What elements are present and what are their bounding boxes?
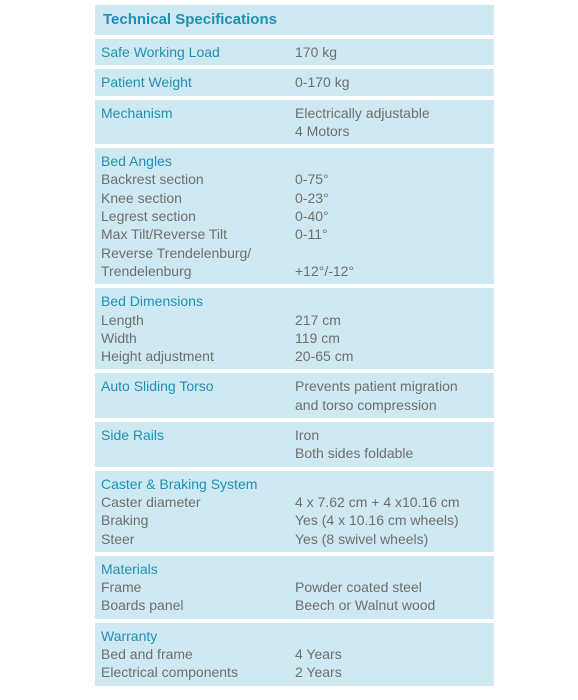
spec-row-label: Braking <box>101 512 149 529</box>
spec-row-value: 2 Years <box>295 664 342 681</box>
spec-row-label: Legrest section <box>101 208 196 225</box>
section-value: Prevents patient migration and torso compression <box>295 378 458 413</box>
spec-row-label: Width <box>101 329 137 346</box>
spec-row-label: Knee section <box>101 189 182 206</box>
section-value <box>295 152 494 170</box>
spec-section <box>95 39 494 65</box>
spec-row-label: Steer <box>101 530 135 547</box>
spec-row-value: Powder coated steel <box>295 579 422 596</box>
spec-row-value: 0-11° <box>295 226 328 243</box>
section-heading: Materials <box>101 560 158 577</box>
spec-title: Technical Specifications <box>95 5 494 35</box>
section-heading: Safe Working Load <box>101 44 220 60</box>
spec-row-value: 0-40° <box>295 208 329 225</box>
spec-row-label: Length <box>101 311 144 328</box>
spec-row-label: Caster diameter <box>101 493 201 510</box>
spec-section <box>95 100 494 145</box>
spec-section <box>95 288 494 369</box>
section-heading: Bed Angles <box>101 153 172 170</box>
spec-section <box>95 623 494 686</box>
spec-row-label: Max Tilt/Reverse Tilt <box>101 226 228 243</box>
spec-row-label: Electrical components <box>101 664 238 681</box>
section-value <box>295 292 494 310</box>
section-value <box>295 475 494 493</box>
section-heading: Side Rails <box>101 427 165 444</box>
spec-row-label: Bed and frame <box>101 646 193 663</box>
section-value: Electrically adjustable 4 Motors <box>295 104 430 139</box>
spec-section <box>95 373 494 418</box>
spec-row-label: Height adjustment <box>101 348 214 365</box>
spec-row-value: Yes (8 swivel wheels) <box>295 530 429 547</box>
section-heading: Patient Weight <box>101 74 192 91</box>
spec-row-label: Frame <box>101 579 142 596</box>
section-heading: Warranty <box>101 627 158 644</box>
spec-section <box>95 69 494 95</box>
spec-row-value: +12°/-12° <box>295 262 355 279</box>
section-heading: Caster & Braking System <box>101 475 258 492</box>
spec-row-value: Beech or Walnut wood <box>295 597 436 614</box>
spec-section <box>95 471 494 552</box>
spec-row-value: 217 cm <box>295 311 341 328</box>
section-value: Iron Both sides foldable <box>295 427 414 462</box>
spec-row-value: 20-65 cm <box>295 348 354 365</box>
section-heading: Mechanism <box>101 104 173 121</box>
spec-row-label: Reverse Trendelenburg/ Trendelenburg <box>101 244 252 279</box>
spec-section <box>95 556 494 619</box>
section-value: 170 kg <box>295 44 338 60</box>
spec-row-label: Backrest section <box>101 171 204 188</box>
spec-row-value: 4 Years <box>295 646 342 663</box>
spec-row-value: Yes (4 x 10.16 cm wheels) <box>295 512 459 529</box>
spec-sections <box>95 39 494 686</box>
spec-row-value: 119 cm <box>295 329 340 346</box>
spec-row-label: Boards panel <box>101 597 184 614</box>
section-value: 0-170 kg <box>295 74 350 91</box>
spec-section <box>95 148 494 284</box>
section-value <box>295 627 494 645</box>
section-value <box>295 560 494 578</box>
section-heading: Auto Sliding Torso <box>101 378 214 395</box>
spec-row-value: 0-23° <box>295 189 329 206</box>
spec-section <box>95 422 494 467</box>
spec-table <box>95 5 494 686</box>
spec-row-value: 4 x 7.62 cm + 4 x10.16 cm <box>295 493 460 510</box>
spec-row-value: 0-75° <box>295 171 329 188</box>
section-heading: Bed Dimensions <box>101 293 203 310</box>
